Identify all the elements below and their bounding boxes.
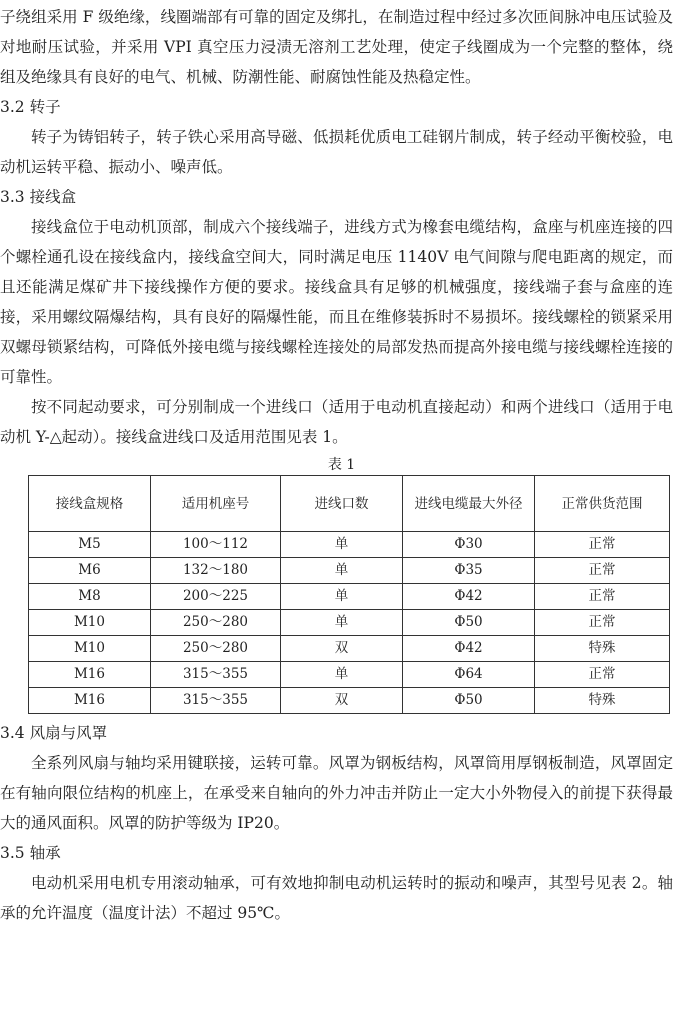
table-cell: 单 bbox=[281, 532, 403, 558]
heading-fan-cover: 3.4 风扇与风罩 bbox=[0, 724, 108, 742]
table-cell: 100～112 bbox=[151, 532, 281, 558]
table-cell: 正常 bbox=[535, 610, 670, 636]
table-cell: 正常 bbox=[535, 558, 670, 584]
table-cell: 单 bbox=[281, 584, 403, 610]
table-header-row bbox=[29, 476, 670, 532]
table-cell: M8 bbox=[29, 584, 151, 610]
table-row bbox=[29, 662, 670, 688]
table-cell: 正常 bbox=[535, 532, 670, 558]
table-row bbox=[29, 610, 670, 636]
table-cell: 200～225 bbox=[151, 584, 281, 610]
paragraph-rotor: 转子为铸铝转子，转子铁心采用高导磁、低损耗优质电工硅钢片制成，转子经动平衡校验，电动机运转平稳、振动小、噪声低。 bbox=[0, 128, 673, 176]
heading-bearing: 3.5 轴承 bbox=[0, 844, 61, 862]
table-cell: Φ30 bbox=[403, 532, 535, 558]
table-caption: 表 1 bbox=[327, 457, 356, 473]
paragraph-stator-insulation: 子绕组采用 F 级绝缘，线圈端部有可靠的固定及绑扎，在制造过程中经过多次匝间脉冲电压试验及对地耐压试验，并采用 VPI 真空压力浸渍无溶剂工艺处理，使定子线圈成为一个完整的整体，绕组及绝缘具有良好的电气、机械、防潮性能、耐腐蚀性能及热稳定性。 bbox=[0, 8, 673, 86]
heading-terminal-box: 3.3 接线盒 bbox=[0, 188, 77, 206]
table-cell: 315～355 bbox=[151, 688, 281, 714]
header-cell: 进线电缆最大外径 bbox=[403, 476, 535, 532]
table-cell: M16 bbox=[29, 662, 151, 688]
table-cell: Φ35 bbox=[403, 558, 535, 584]
terminal-box-table bbox=[28, 475, 670, 714]
table-cell: Φ42 bbox=[403, 636, 535, 662]
table-cell: M10 bbox=[29, 610, 151, 636]
table-cell: 双 bbox=[281, 636, 403, 662]
paragraph-fan-cover: 全系列风扇与轴均采用键联接，运转可靠。风罩为钢板结构，风罩筒用厚钢板制造，风罩固定在有轴向限位结构的机座上，在承受来自轴向的外力冲击并防止一定大小外物侵入的前提下获得最大的通风面积。风罩的防护等级为 IP20。 bbox=[0, 754, 673, 832]
header-cell: 进线口数 bbox=[281, 476, 403, 532]
table-row bbox=[29, 532, 670, 558]
header-cell: 适用机座号 bbox=[151, 476, 281, 532]
table-cell: 单 bbox=[281, 662, 403, 688]
table-cell: 315～355 bbox=[151, 662, 281, 688]
table-cell: M16 bbox=[29, 688, 151, 714]
table-cell: 250～280 bbox=[151, 610, 281, 636]
table-row bbox=[29, 558, 670, 584]
table-cell: M6 bbox=[29, 558, 151, 584]
table-cell: Φ50 bbox=[403, 610, 535, 636]
table-cell: 双 bbox=[281, 688, 403, 714]
header-cell: 正常供货范围 bbox=[535, 476, 670, 532]
table-cell: 特殊 bbox=[535, 636, 670, 662]
table-cell: 特殊 bbox=[535, 688, 670, 714]
header-cell: 接线盒规格 bbox=[29, 476, 151, 532]
table-cell: Φ42 bbox=[403, 584, 535, 610]
table-cell: M10 bbox=[29, 636, 151, 662]
table-row bbox=[29, 636, 670, 662]
paragraph-bearing: 电动机采用电机专用滚动轴承，可有效地抑制电动机运转时的振动和噪声，其型号见表 2。轴承的允许温度（温度计法）不超过 95℃。 bbox=[0, 874, 673, 922]
paragraph-inlet-options: 按不同起动要求，可分别制成一个进线口（适用于电动机直接起动）和两个进线口（适用于电动机 Y-△起动）。接线盒进线口及适用范围见表 1。 bbox=[0, 398, 673, 446]
table-cell: 单 bbox=[281, 558, 403, 584]
table-cell: 单 bbox=[281, 610, 403, 636]
table-cell: 正常 bbox=[535, 662, 670, 688]
table-row bbox=[29, 584, 670, 610]
paragraph-terminal-box: 接线盒位于电动机顶部，制成六个接线端子，进线方式为橡套电缆结构，盒座与机座连接的四个螺栓通孔设在接线盒内，接线盒空间大，同时满足电压 1140V 电气间隙与爬电距离的规定，而且还能满足煤矿井下接线操作方便的要求。接线盒具有足够的机械强度，接线端子套与盒座的连接，采用螺纹隔爆结构，具有良好的隔爆性能，而且在维修装拆时不易损坏。接线螺栓的锁紧采用双螺母锁紧结构，可降低外接电缆与接线螺栓连接处的局部发热而提高外接电缆与接线螺栓连接的可靠性。 bbox=[0, 218, 673, 386]
heading-rotor: 3.2 转子 bbox=[0, 98, 61, 116]
table-cell: 250～280 bbox=[151, 636, 281, 662]
table-cell: 132～180 bbox=[151, 558, 281, 584]
table-cell: Φ64 bbox=[403, 662, 535, 688]
table-cell: 正常 bbox=[535, 584, 670, 610]
table-cell: M5 bbox=[29, 532, 151, 558]
table-cell: Φ50 bbox=[403, 688, 535, 714]
table-row bbox=[29, 688, 670, 714]
